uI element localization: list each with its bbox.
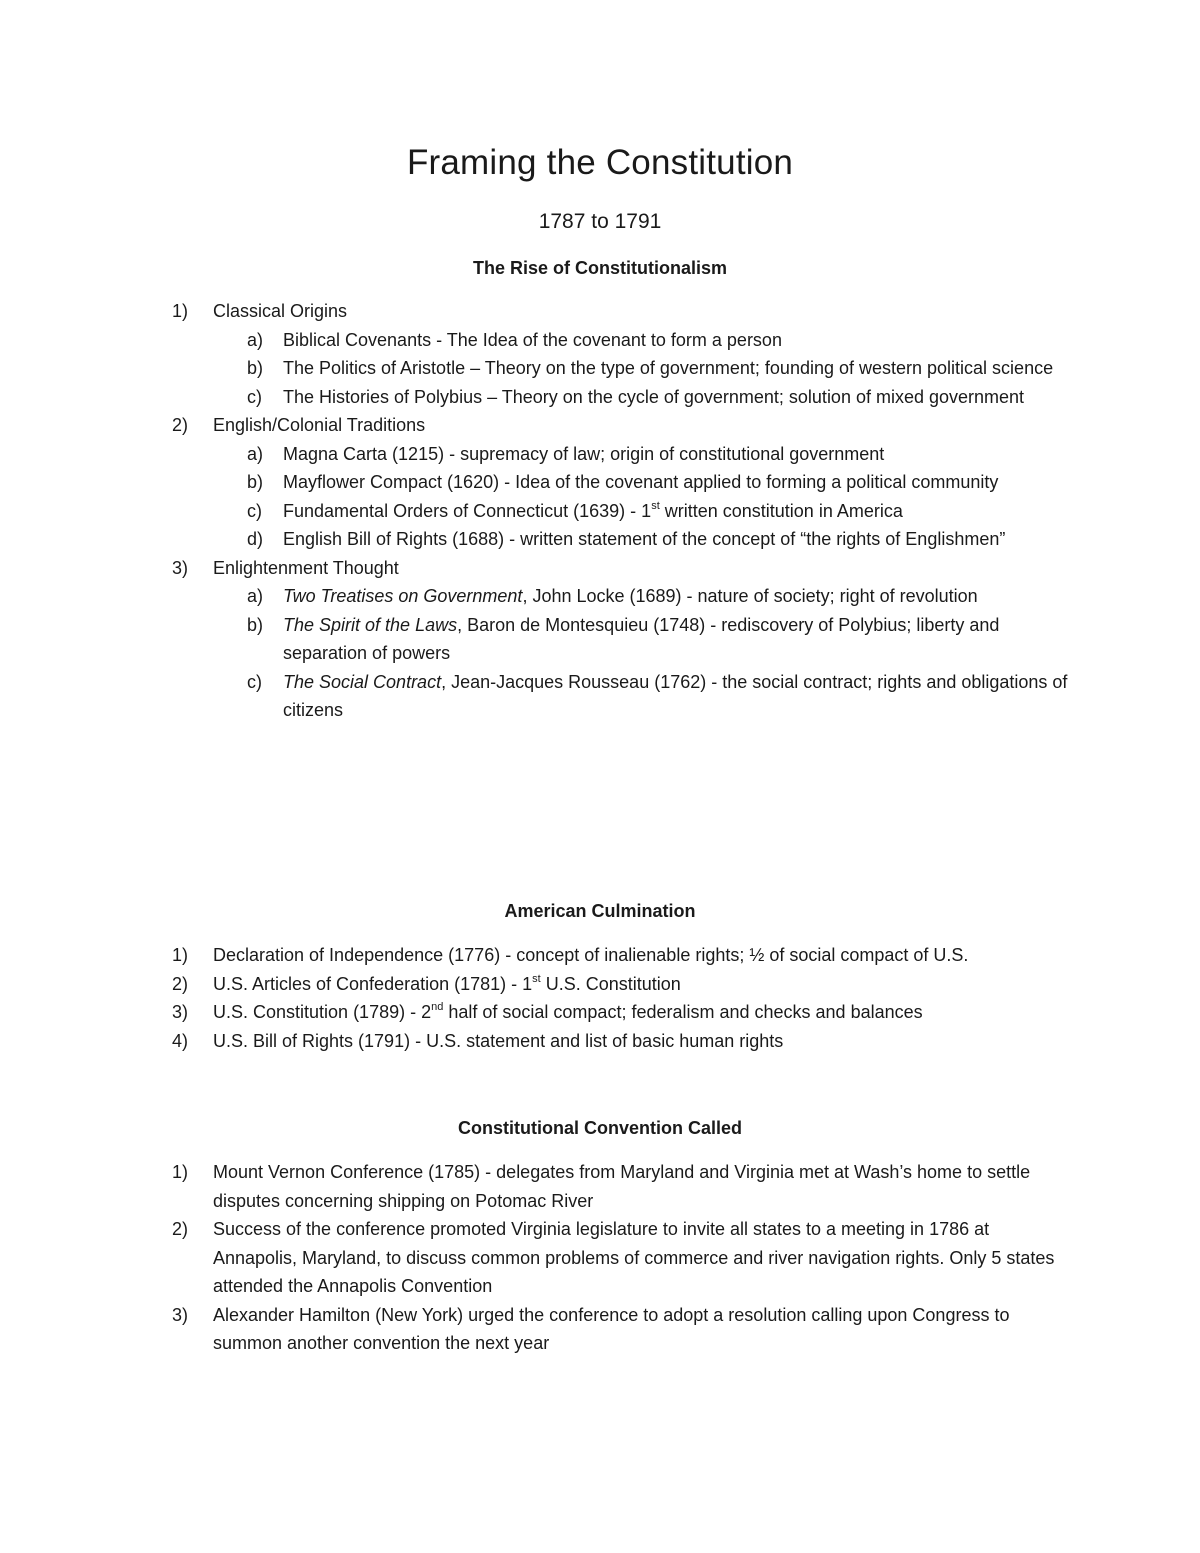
section-heading-convention: Constitutional Convention Called: [458, 1118, 742, 1138]
item-text: Declaration of Independence (1776) - concept of inalienable rights; ½ of social compact of U.S.: [213, 945, 969, 965]
sub-item: [170, 582, 1070, 611]
sub-item-text: The Politics of Aristotle – Theory on the type of government; founding of western political science: [283, 358, 1054, 378]
superscript: st: [651, 499, 660, 512]
item-text-pre: U.S. Constitution (1789) - 2: [213, 1002, 432, 1022]
superscript: st: [532, 972, 541, 985]
sub-item: [170, 497, 1070, 526]
list-item: [170, 1027, 1070, 1056]
item-text: U.S. Bill of Rights (1791) - U.S. statement and list of basic human rights: [213, 1030, 784, 1051]
item-text: Success of the conference promoted Virginia legislature to invite all states to a meeting in 1786 at Annapolis, Maryland, to discuss common problems of commerce and river navigation rights. Only 5 states attended the Annapolis Convention: [213, 1219, 1055, 1296]
sub-item-text: The Histories of Polybius – Theory on the cycle of government; solution of mixed government: [283, 386, 1025, 407]
sub-item-text: Biblical Covenants - The Idea of the covenant to form a person: [283, 329, 782, 350]
document-subtitle: 1787 to 1791: [538, 210, 662, 233]
sub-item-letter: a): [247, 329, 264, 350]
item-number: 2): [172, 1219, 189, 1239]
sub-item-letter: a): [247, 586, 264, 606]
sub-item-letter: b): [247, 614, 264, 635]
list-item: [170, 970, 1070, 999]
sub-item: [170, 668, 1070, 725]
list-item: [170, 1158, 1070, 1215]
sub-item-letter: c): [247, 671, 262, 692]
sub-item-letter: b): [247, 472, 264, 492]
convention-list: [170, 1158, 1070, 1358]
item-number: 2): [172, 415, 189, 435]
section-heading-american: American Culmination: [504, 901, 696, 921]
work-title: The Spirit of the Laws: [283, 614, 458, 635]
list-item: [170, 1301, 1070, 1358]
sub-item-text: , Baron de Montesquieu (1748) - rediscovery of Polybius; liberty and separation of powers: [283, 614, 1000, 663]
sub-item-letter: b): [247, 358, 264, 378]
sub-item-text: , John Locke (1689) - nature of society; right of revolution: [522, 586, 978, 606]
list-item: [170, 554, 1070, 583]
sub-item-text: English Bill of Rights (1688) - written statement of the concept of “the rights of Englishmen”: [283, 529, 1006, 549]
item-number: 3): [172, 557, 189, 578]
sub-item-text-post: written constitution in America: [659, 500, 903, 521]
item-number: 1): [172, 1162, 189, 1182]
document-title: Framing the Constitution: [406, 143, 794, 182]
sub-item-text: Magna Carta (1215) - supremacy of law; origin of constitutional government: [283, 443, 885, 464]
item-number: 2): [172, 973, 189, 994]
sub-item-letter: c): [247, 386, 262, 407]
item-text: Mount Vernon Conference (1785) - delegates from Maryland and Virginia met at Wash’s home to settle disputes concerning shipping on Potomac River: [213, 1162, 1031, 1211]
list-item: [170, 411, 1070, 440]
work-title: Two Treatises on Government: [283, 586, 523, 606]
sub-item-letter: a): [247, 443, 264, 464]
sub-item: [170, 326, 1070, 355]
item-number: 4): [172, 1030, 189, 1051]
item-text-pre: U.S. Articles of Confederation (1781) - 1: [213, 973, 533, 994]
item-number: 1): [172, 945, 189, 965]
sub-item-text: , Jean-Jacques Rousseau (1762) - the social contract; rights and obligations of citizens: [283, 671, 1068, 720]
rise-list: [170, 297, 1070, 725]
item-text-post: U.S. Constitution: [540, 973, 681, 994]
sub-item: [170, 440, 1070, 469]
item-number: 3): [172, 1304, 189, 1325]
sub-item: [170, 611, 1070, 668]
sub-item: [170, 525, 1070, 554]
sub-item: [170, 383, 1070, 412]
item-label: Enlightenment Thought: [213, 557, 399, 578]
item-text-post: half of social compact; federalism and checks and balances: [443, 1002, 923, 1022]
list-item: [170, 998, 1070, 1027]
item-text: Alexander Hamilton (New York) urged the conference to adopt a resolution calling upon Congress to summon another convention the next year: [213, 1304, 1010, 1353]
list-item: [170, 941, 1070, 970]
sub-item-text-pre: Fundamental Orders of Connecticut (1639) - 1: [283, 500, 652, 521]
superscript: nd: [431, 1001, 444, 1013]
item-label: English/Colonial Traditions: [213, 415, 426, 435]
sub-item: [170, 354, 1070, 383]
sub-item: [170, 468, 1070, 497]
list-item: [170, 297, 1070, 326]
item-number: 1): [172, 301, 189, 321]
sub-item-letter: d): [247, 529, 264, 549]
sub-item-letter: c): [247, 500, 262, 521]
item-number: 3): [172, 1002, 189, 1022]
work-title: The Social Contract: [283, 671, 442, 692]
list-item: [170, 1215, 1070, 1301]
item-label: Classical Origins: [213, 301, 348, 321]
sub-item-text: Mayflower Compact (1620) - Idea of the covenant applied to forming a political community: [283, 472, 999, 492]
section-heading-rise: The Rise of Constitutionalism: [472, 258, 727, 278]
american-list: [170, 941, 1070, 1055]
